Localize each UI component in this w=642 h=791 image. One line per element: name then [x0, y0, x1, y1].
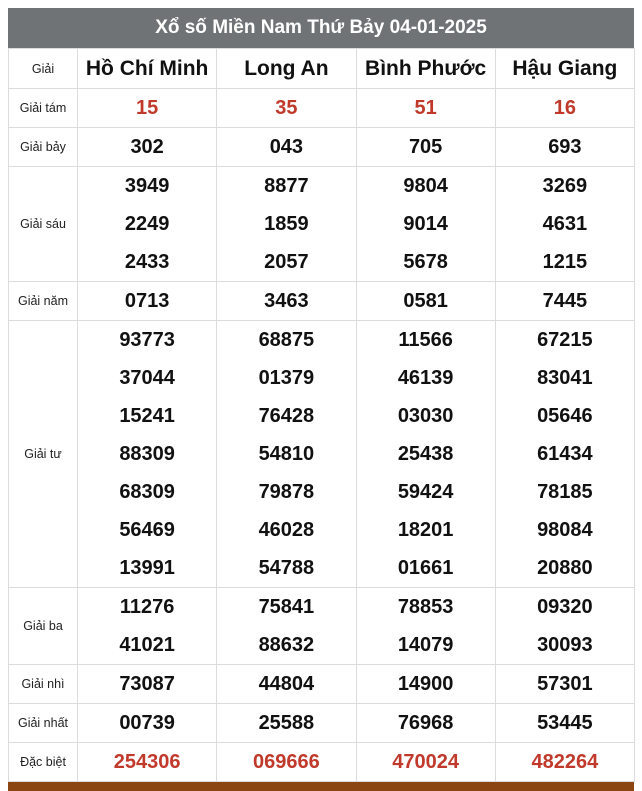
prize-number: 00739: [119, 712, 175, 734]
prize-row: [9, 704, 635, 743]
prize-number: 0581: [403, 290, 448, 312]
prize-row: [9, 282, 635, 321]
prize-number: 01661: [397, 557, 454, 579]
prize-number: 14900: [397, 673, 454, 695]
prize-cell: [356, 89, 495, 128]
province-header[interactable]: Bình Phước: [356, 49, 495, 89]
prize-number: 88309: [119, 443, 175, 465]
prize-number: 15241: [119, 405, 175, 427]
prize-number: 8877: [264, 175, 309, 197]
prize-label: Giải sáu: [9, 167, 78, 282]
results-title: Xổ số Miền Nam Thứ Bảy 04-01-2025: [8, 8, 634, 48]
prize-cell: [78, 665, 217, 704]
prize-number: 37044: [119, 367, 175, 389]
province-header[interactable]: Hậu Giang: [495, 49, 634, 89]
prize-cell: [356, 704, 495, 743]
prize-number: 78185: [537, 481, 593, 503]
prize-number: 41021: [119, 634, 175, 656]
prize-cell: [78, 704, 217, 743]
prize-number: 16: [553, 97, 576, 119]
prize-number: 9804: [403, 175, 448, 197]
prize-cell: [217, 282, 356, 321]
header-row: [9, 49, 635, 89]
prize-number: 1215: [542, 251, 588, 273]
prize-number: 35: [275, 97, 298, 119]
prize-number: 68875: [258, 329, 315, 351]
prize-cell: [217, 321, 356, 588]
prize-row: [9, 167, 635, 282]
prize-number: 76968: [397, 712, 454, 734]
prize-cell: [356, 665, 495, 704]
prize-cell: [495, 321, 634, 588]
prize-cell: [495, 704, 634, 743]
prize-number: 2057: [264, 251, 309, 273]
prize-cell: [217, 665, 356, 704]
prize-number: 05646: [537, 405, 593, 427]
prize-number: 693: [548, 136, 582, 158]
prize-number: 3269: [542, 175, 588, 197]
prize-row: [9, 128, 635, 167]
prize-number: 98084: [537, 519, 593, 541]
province-header[interactable]: Long An: [217, 49, 356, 89]
prize-cell: [217, 743, 356, 782]
prize-number: 0713: [124, 290, 170, 312]
prize-number: 043: [269, 136, 304, 158]
prize-number: 68309: [119, 481, 175, 503]
prize-number: 67215: [537, 329, 593, 351]
prize-number: 56469: [119, 519, 175, 541]
results-body: [9, 89, 635, 782]
prize-cell: [78, 167, 217, 282]
prize-number: 069666: [253, 751, 320, 773]
prize-number: 7445: [542, 290, 588, 312]
prize-number: 25438: [397, 443, 454, 465]
prize-number: 75841: [258, 596, 315, 618]
prize-number: 09320: [537, 596, 593, 618]
prize-number: 88632: [258, 634, 315, 656]
prize-cell: [217, 167, 356, 282]
prize-number: 4631: [542, 213, 588, 235]
prize-cell: [356, 588, 495, 665]
prize-cell: [217, 588, 356, 665]
prize-cell: [495, 167, 634, 282]
prize-number: 54788: [258, 557, 315, 579]
prize-cell: [495, 588, 634, 665]
prize-cell: [78, 89, 217, 128]
prize-cell: [78, 321, 217, 588]
prize-cell: [495, 128, 634, 167]
prize-cell: [217, 704, 356, 743]
prize-label: Đặc biệt: [9, 743, 78, 782]
prize-number: 25588: [258, 712, 315, 734]
prize-number: 78853: [397, 596, 454, 618]
prize-cell: [495, 89, 634, 128]
province-header[interactable]: Hồ Chí Minh: [78, 49, 217, 89]
prize-number: 705: [408, 136, 443, 158]
prize-label: Giải nhất: [9, 704, 78, 743]
prize-cell: [495, 743, 634, 782]
prize-number: 302: [130, 136, 164, 158]
prize-number: 2249: [124, 213, 170, 235]
prize-number: 76428: [258, 405, 315, 427]
prize-cell: [356, 743, 495, 782]
prize-number: 53445: [537, 712, 593, 734]
prize-label: Giải nhì: [9, 665, 78, 704]
prize-cell: [78, 282, 217, 321]
prize-number: 9014: [403, 213, 448, 235]
prize-cell: [217, 89, 356, 128]
prize-label: Giải tám: [9, 89, 78, 128]
prize-row: [9, 588, 635, 665]
prize-number: 61434: [537, 443, 593, 465]
prize-number: 20880: [537, 557, 593, 579]
prize-number: 51: [414, 97, 437, 119]
prize-number: 93773: [119, 329, 175, 351]
prize-number: 11276: [119, 596, 175, 618]
prize-cell: [217, 128, 356, 167]
bottom-bar: [8, 782, 634, 791]
prize-row: [9, 743, 635, 782]
prize-number: 01379: [258, 367, 315, 389]
prize-label: Giải bảy: [9, 128, 78, 167]
prize-number: 15: [136, 97, 159, 119]
prize-number: 73087: [119, 673, 175, 695]
prize-number: 30093: [537, 634, 593, 656]
prize-label: Giải ba: [9, 588, 78, 665]
prize-row: [9, 665, 635, 704]
prize-number: 14079: [397, 634, 454, 656]
prize-number: 2433: [124, 251, 170, 273]
prize-number: 46139: [397, 367, 454, 389]
prize-number: 5678: [403, 251, 448, 273]
prize-cell: [356, 321, 495, 588]
prize-cell: [495, 282, 634, 321]
prize-number: 44804: [258, 673, 315, 695]
results-table: [8, 48, 635, 782]
prize-label: Giải tư: [9, 321, 78, 588]
prize-number: 57301: [537, 673, 593, 695]
prize-number: 54810: [258, 443, 315, 465]
prize-number: 13991: [119, 557, 175, 579]
prize-number: 83041: [537, 367, 593, 389]
prize-cell: [356, 167, 495, 282]
prize-cell: [495, 665, 634, 704]
prize-cell: [78, 743, 217, 782]
prize-column-header: Giải: [9, 49, 78, 89]
prize-number: 18201: [397, 519, 454, 541]
prize-number: 482264: [531, 751, 599, 773]
prize-number: 46028: [258, 519, 315, 541]
prize-number: 11566: [398, 329, 453, 351]
prize-number: 1859: [264, 213, 309, 235]
prize-row: [9, 321, 635, 588]
prize-number: 3463: [264, 290, 309, 312]
prize-number: 79878: [258, 481, 315, 503]
prize-number: 3949: [124, 175, 170, 197]
prize-row: [9, 89, 635, 128]
prize-cell: [78, 128, 217, 167]
prize-label: Giải năm: [9, 282, 78, 321]
prize-cell: [356, 128, 495, 167]
prize-number: 03030: [397, 405, 454, 427]
prize-number: 470024: [392, 751, 459, 773]
prize-cell: [78, 588, 217, 665]
prize-number: 59424: [397, 481, 454, 503]
prize-number: 254306: [113, 751, 181, 773]
prize-cell: [356, 282, 495, 321]
